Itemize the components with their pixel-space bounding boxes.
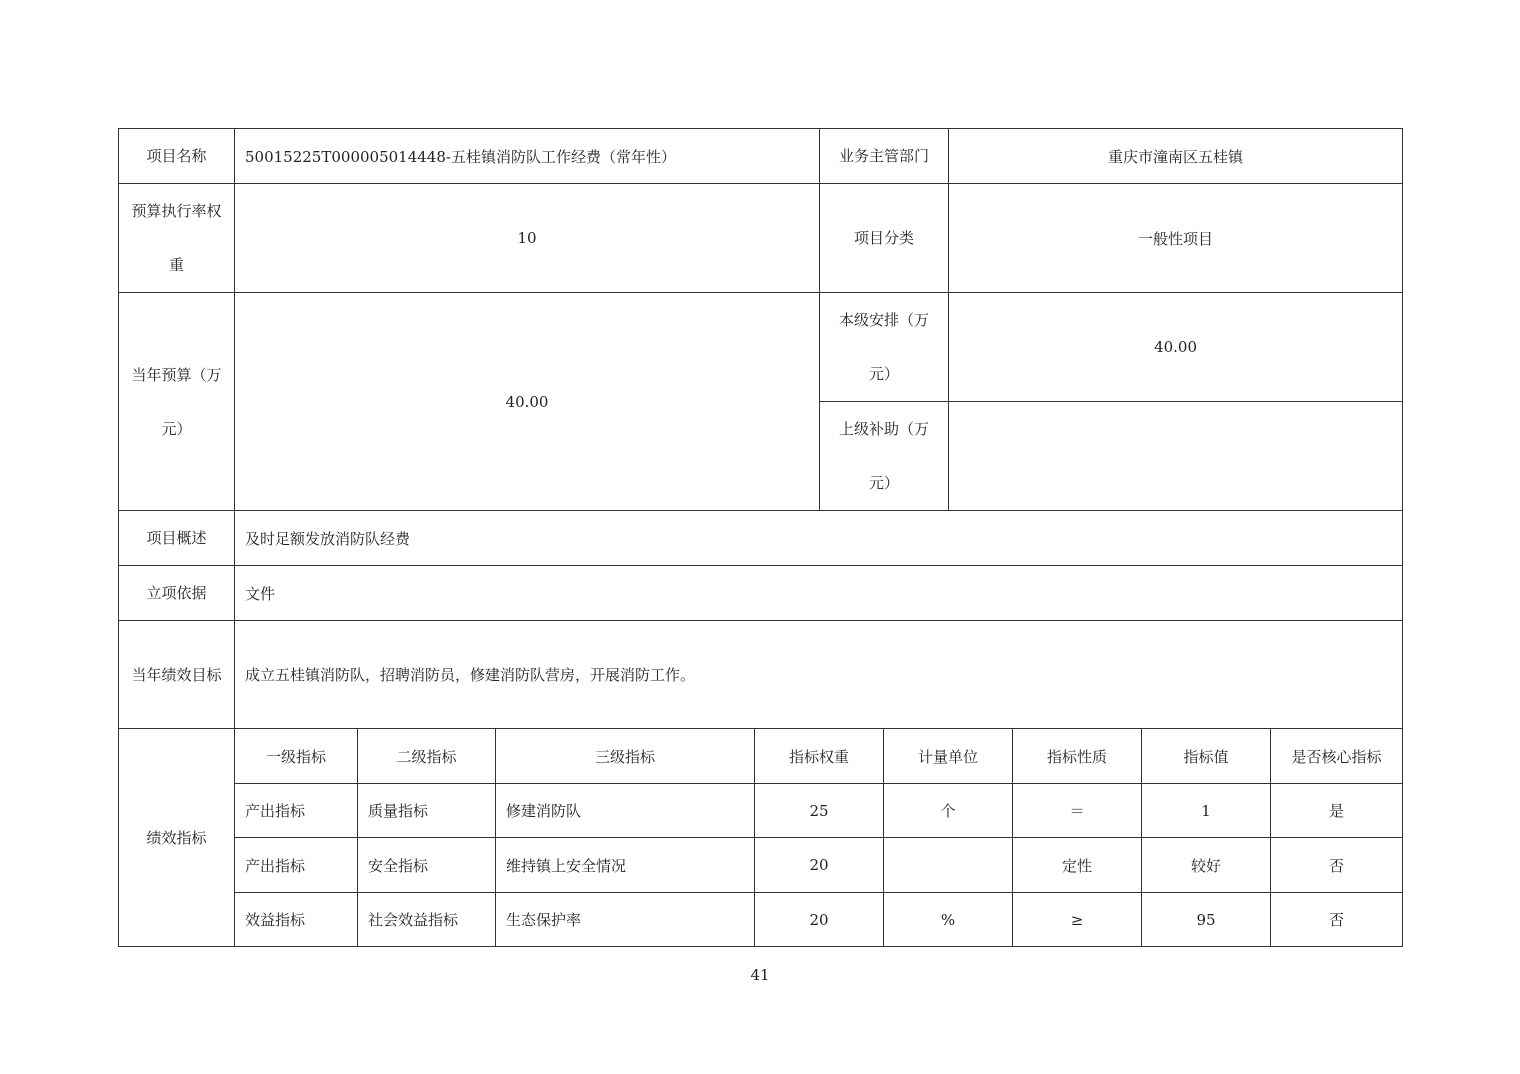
cell-core: 否 [1271,893,1403,947]
value-department: 重庆市潼南区五桂镇 [949,129,1403,184]
header-core: 是否核心指标 [1271,729,1403,784]
cell-level3: 维持镇上安全情况 [496,838,755,893]
row-annual-budget [119,293,1403,402]
cell-level1: 产出指标 [235,838,358,893]
header-weight: 指标权重 [755,729,884,784]
cell-level2: 安全指标 [358,838,496,893]
cell-level3: 生态保护率 [496,893,755,947]
performance-form-table [118,128,1403,947]
indicator-header-row [119,729,1403,784]
header-level1: 一级指标 [235,729,358,784]
label-overview: 项目概述 [119,511,235,566]
cell-level1: 效益指标 [235,893,358,947]
cell-weight: 20 [755,838,884,893]
page-number: 41 [750,966,770,984]
cell-core: 是 [1271,784,1403,838]
row-project-name [119,129,1403,184]
value-project-name: 50015225T000005014448-五桂镇消防队工作经费（常年性） [235,129,820,184]
row-overview [119,511,1403,566]
table-row [119,838,1403,893]
header-level3: 三级指标 [496,729,755,784]
label-local-arrangement: 本级安排（万元） [820,293,949,402]
row-annual-goal [119,621,1403,729]
cell-nature: ＝ [1013,784,1142,838]
cell-value: 95 [1142,893,1271,947]
cell-nature: 定性 [1013,838,1142,893]
value-local-arrangement: 40.00 [949,293,1403,402]
cell-value: 较好 [1142,838,1271,893]
value-annual-goal: 成立五桂镇消防队，招聘消防员，修建消防队营房，开展消防工作。 [235,621,1403,729]
cell-level2: 质量指标 [358,784,496,838]
value-upper-subsidy [949,402,1403,511]
value-exec-rate-weight: 10 [235,184,820,293]
value-annual-budget: 40.00 [235,293,820,511]
label-upper-subsidy: 上级补助（万元） [820,402,949,511]
cell-weight: 20 [755,893,884,947]
cell-value: 1 [1142,784,1271,838]
cell-unit [884,838,1013,893]
table-row [119,893,1403,947]
value-overview: 及时足额发放消防队经费 [235,511,1403,566]
label-department: 业务主管部门 [820,129,949,184]
cell-weight: 25 [755,784,884,838]
label-project-category: 项目分类 [820,184,949,293]
row-basis [119,566,1403,621]
label-indicators: 绩效指标 [119,729,235,947]
cell-level2: 社会效益指标 [358,893,496,947]
cell-nature: ≥ [1013,893,1142,947]
cell-level1: 产出指标 [235,784,358,838]
header-value: 指标值 [1142,729,1271,784]
label-exec-rate-weight: 预算执行率权重 [119,184,235,293]
value-basis: 文件 [235,566,1403,621]
label-annual-goal: 当年绩效目标 [119,621,235,729]
label-project-name: 项目名称 [119,129,235,184]
cell-core: 否 [1271,838,1403,893]
header-nature: 指标性质 [1013,729,1142,784]
label-annual-budget: 当年预算（万元） [119,293,235,511]
value-project-category: 一般性项目 [949,184,1403,293]
header-level2: 二级指标 [358,729,496,784]
cell-unit: 个 [884,784,1013,838]
label-basis: 立项依据 [119,566,235,621]
cell-unit: % [884,893,1013,947]
row-exec-rate [119,184,1403,293]
cell-level3: 修建消防队 [496,784,755,838]
table-row [119,784,1403,838]
header-unit: 计量单位 [884,729,1013,784]
